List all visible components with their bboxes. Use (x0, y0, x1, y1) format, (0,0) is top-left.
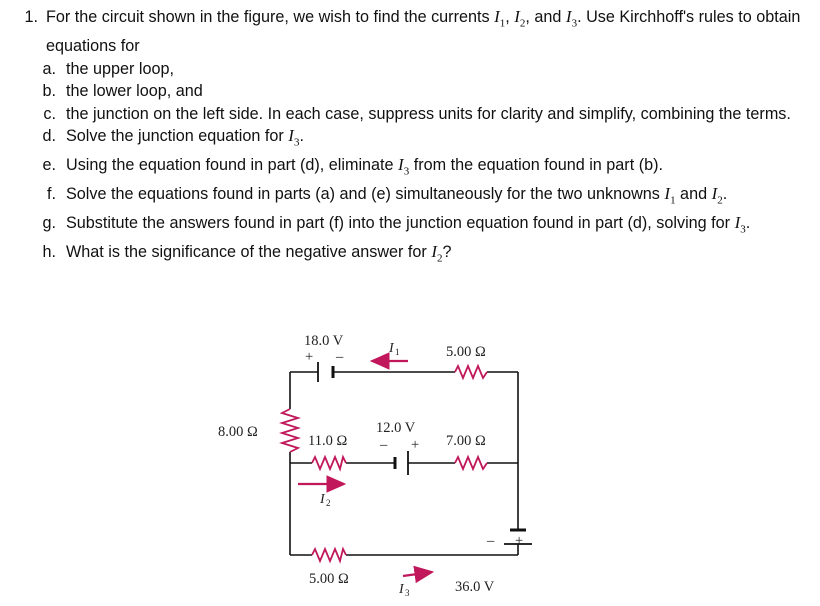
battery-mid-plus: + (411, 437, 420, 453)
part-letter: g. (42, 214, 56, 233)
problem-number: 1. (24, 8, 38, 26)
part-letter: h. (42, 243, 56, 262)
resistor-5ohm-top (446, 344, 487, 378)
resistor-top-label: 5.00 Ω (446, 344, 486, 360)
part-letter: c. (43, 104, 56, 123)
resistor-mid-right-label: 7.00 Ω (446, 433, 486, 449)
battery-12v (376, 420, 419, 475)
battery-bottom-minus: – (487, 533, 495, 549)
current-i3 (398, 572, 432, 598)
part-text: Substitute the answers found in part (f) into the junction equation found in part (d), solving for $I_3$. (66, 213, 751, 236)
svg-text:I: I (399, 582, 404, 597)
current-i2 (298, 484, 344, 508)
battery-top-voltage: 18.0 V (304, 333, 344, 349)
part-text: Solve the junction equation for $I_3$. (66, 126, 304, 149)
problem-intro-text: For the circuit shown in the figure, we wish to find the currents $I_1$, $I_2$, and $I_3$. Use Kirchhoff's rules to obtain equations for (46, 7, 801, 55)
svg-text:3: 3 (405, 588, 410, 598)
battery-bottom-voltage: 36.0 V (455, 579, 495, 595)
part-text: the lower loop, and (66, 82, 203, 101)
current-i1 (372, 341, 408, 361)
resistor-left-label: 8.00 Ω (218, 424, 258, 440)
part-letter: b. (42, 82, 56, 101)
part-text: the junction on the left side. In each case, suppress units for clarity and simplify, combining the terms. (66, 104, 791, 123)
battery-bottom-plus: + (515, 533, 524, 549)
svg-text:1: 1 (395, 347, 400, 357)
battery-top-plus: + (305, 349, 314, 365)
battery-18v (304, 333, 344, 382)
part-letter: f. (47, 185, 56, 204)
battery-36v (455, 530, 532, 595)
svg-text:2: 2 (326, 498, 331, 508)
part-text: Using the equation found in part (d), eliminate $I_3$ from the equation found in part (b). (66, 155, 663, 178)
resistor-5ohm-bottom (309, 549, 349, 587)
part-letter: e. (42, 156, 56, 175)
part-letter: a. (42, 59, 56, 78)
part-text: the upper loop, (66, 59, 175, 78)
battery-mid-voltage: 12.0 V (376, 420, 416, 436)
part-text: Solve the equations found in parts (a) and (e) simultaneously for the two unknowns $I_1$ and $I_2$. (66, 184, 728, 207)
var-i1: $I_1$ (494, 7, 506, 30)
part-text: What is the significance of the negative answer for $I_2$? (66, 242, 452, 265)
resistor-mid-left-label: 11.0 Ω (308, 433, 348, 449)
resistor-11ohm (308, 433, 347, 469)
intro-text-b: , and (525, 8, 566, 26)
intro-text-a: For the circuit shown in the figure, we wish to find the currents (46, 8, 495, 26)
battery-top-minus: – (336, 349, 344, 365)
intro-text-c: . Use Kirchhoff's rules to obtain equations for (46, 8, 801, 55)
resistor-bottom-label: 5.00 Ω (309, 571, 349, 587)
var-i2: $I_2$ (514, 7, 526, 30)
var-i3: $I_3$ (565, 7, 578, 30)
circuit-wires (290, 372, 518, 555)
resistor-8ohm-left (218, 409, 298, 452)
battery-mid-minus: – (380, 437, 388, 453)
part-letter: d. (42, 127, 56, 146)
svg-text:I: I (389, 341, 394, 356)
svg-text:I: I (320, 492, 325, 507)
